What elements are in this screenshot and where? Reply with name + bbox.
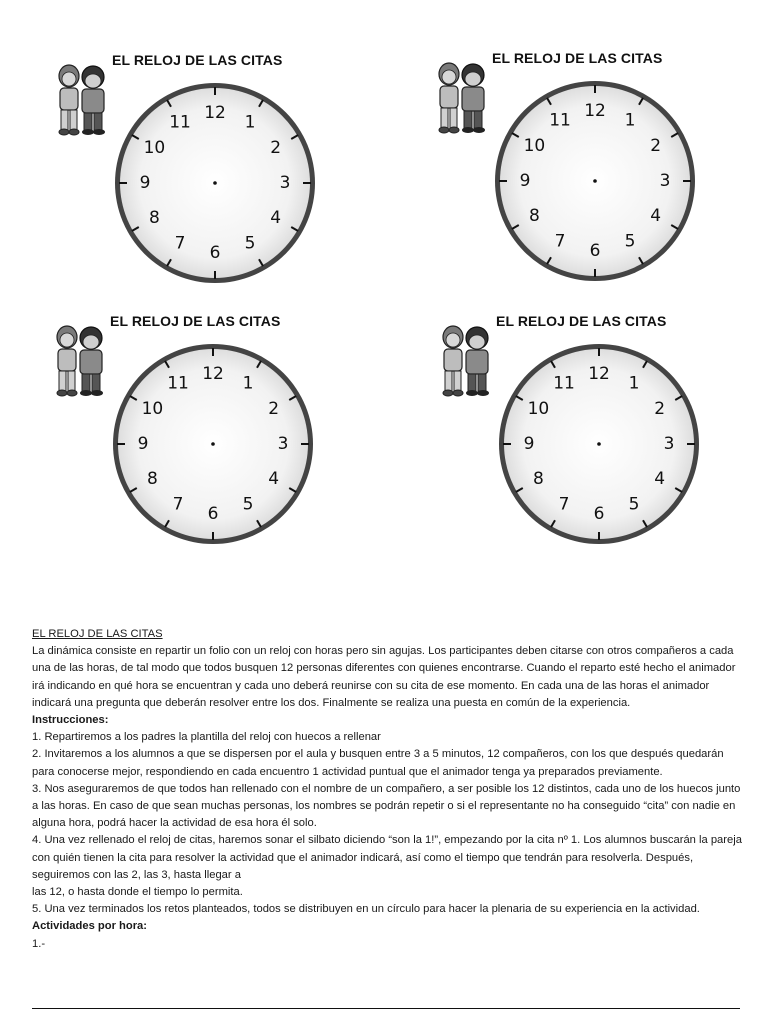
hour-number: 2 — [268, 399, 280, 419]
hour-number: 4 — [270, 208, 282, 228]
step-1: 1. Repartiremos a los padres la plantilla del reloj con huecos a rellenar — [32, 731, 381, 744]
hour-number: 9 — [519, 171, 531, 191]
hour-number: 10 — [143, 138, 166, 158]
clock-face — [490, 76, 700, 286]
hour-number: 9 — [137, 434, 149, 454]
clock-face — [110, 78, 320, 288]
hour-number: 2 — [654, 399, 666, 419]
hour-number: 1 — [242, 373, 254, 394]
hour-number: 5 — [244, 233, 256, 254]
hour-number: 12 — [204, 103, 226, 123]
hour-number: 11 — [549, 110, 571, 131]
clock-card-top-left — [52, 52, 332, 287]
answer-line — [32, 1008, 740, 1009]
hour-number: 8 — [148, 208, 160, 228]
step-4: 4. Una vez rellenado el reloj de citas, haremos sonar el silbato diciendo “son la 1!”, empezando por la cita nº 1. Los alumnos buscarán la pareja con quién tienen la cita para resolver la actividad que el animador indicará, así como el tiempo que tendrán para resolverla. Después, seguiremos con las 2, las 3, hasta llegar a — [32, 834, 742, 881]
step-3: 3. Nos aseguraremos de que todos han rellenado con el nombre de un compañero, a ser posible los 12 distintos, cada uno de los huecos junto a las horas. En caso de que sean muchas personas, los nombres se podrán repetir o si el representante no ha conseguido “cita” con nadie en alguna hora, podrá hacer la actividad de esa hora él solo. — [32, 782, 741, 830]
hour-number: 7 — [174, 233, 186, 254]
hour-number: 11 — [169, 112, 191, 133]
activity-item-1: 1.- — [32, 937, 46, 950]
hour-number: 4 — [650, 206, 662, 226]
hour-number: 1 — [244, 112, 256, 133]
step-2: 2. Invitaremos a los alumnos a que se dispersen por el aula y busquen entre 3 a 5 minutos, 12 compañeros, con los que después quedarán para conocerse mejor, respondiendo en cada encuentro 1 actividad puntual que el animador tenga ya preparados previamente. — [32, 748, 724, 778]
clock-face — [108, 339, 318, 549]
clock-title: EL RELOJ DE LAS CITAS — [112, 52, 283, 68]
clock-card-bottom-left — [50, 313, 330, 548]
hour-number: 6 — [589, 241, 601, 261]
step-4-continued: las 12, o hasta donde el tiempo lo permita. — [32, 886, 243, 899]
hour-number: 3 — [279, 173, 291, 193]
instructions-section — [32, 626, 744, 953]
hour-number: 8 — [528, 206, 540, 226]
hour-number: 5 — [242, 494, 254, 515]
hour-number: 11 — [553, 373, 575, 394]
hour-number: 5 — [624, 231, 636, 252]
children-illustration — [432, 58, 494, 136]
hour-number: 4 — [268, 469, 280, 489]
hour-number: 1 — [628, 373, 640, 394]
clock-title: EL RELOJ DE LAS CITAS — [492, 50, 663, 66]
hour-number: 10 — [523, 136, 546, 156]
hour-number: 12 — [202, 364, 224, 384]
hour-number: 6 — [207, 504, 219, 524]
clock-face — [494, 339, 704, 549]
hour-number: 7 — [554, 231, 566, 252]
children-illustration — [52, 60, 114, 138]
hour-number: 3 — [659, 171, 671, 191]
instructions-label: Instrucciones: — [32, 714, 109, 727]
clock-title: EL RELOJ DE LAS CITAS — [110, 313, 281, 329]
hour-number: 4 — [654, 469, 666, 489]
intro-paragraph: La dinámica consiste en repartir un folio con un reloj con horas pero sin agujas. Los participantes deben citarse con otros compañeros a cada una de las horas, de tal modo que todos busquen 12 personas diferentes con quienes encontrarse. Cuando el reparto esté hecho el animador irá indicando en qué hora se encuentran y cada uno deberá reunirse con su cita de ese momento. En cada una de las horas el animador indicará una pregunta que deberán resolver entre los dos. Finalmente se realiza una puesta en común de la experiencia. — [32, 645, 736, 709]
hour-number: 10 — [141, 399, 164, 419]
hour-number: 6 — [209, 243, 221, 263]
clock-title: EL RELOJ DE LAS CITAS — [496, 313, 667, 329]
hour-number: 2 — [270, 138, 282, 158]
hour-number: 6 — [593, 504, 605, 524]
clock-center-dot — [213, 181, 217, 185]
hour-number: 3 — [663, 434, 675, 454]
hour-number: 7 — [172, 494, 184, 515]
hour-number: 8 — [146, 469, 158, 489]
hour-number: 3 — [277, 434, 289, 454]
clock-center-dot — [593, 179, 597, 183]
clock-card-top-right — [432, 50, 712, 285]
hour-number: 8 — [532, 469, 544, 489]
hour-number: 9 — [139, 173, 151, 193]
section-heading: EL RELOJ DE LAS CITAS — [32, 628, 163, 640]
children-illustration — [436, 321, 498, 399]
hour-number: 5 — [628, 494, 640, 515]
hour-number: 12 — [588, 364, 610, 384]
clock-center-dot — [597, 442, 601, 446]
hour-number: 7 — [558, 494, 570, 515]
hour-number: 1 — [624, 110, 636, 131]
activities-label: Actividades por hora: — [32, 920, 148, 933]
hour-number: 11 — [167, 373, 189, 394]
clock-center-dot — [211, 442, 215, 446]
clock-card-bottom-right — [436, 313, 716, 548]
hour-number: 10 — [527, 399, 550, 419]
children-illustration — [50, 321, 112, 399]
hour-number: 9 — [523, 434, 535, 454]
hour-number: 2 — [650, 136, 662, 156]
hour-number: 12 — [584, 101, 606, 121]
step-5: 5. Una vez terminados los retos planteados, todos se distribuyen en un círculo para hacer la plenaria de su experiencia en la actividad. — [32, 903, 700, 916]
